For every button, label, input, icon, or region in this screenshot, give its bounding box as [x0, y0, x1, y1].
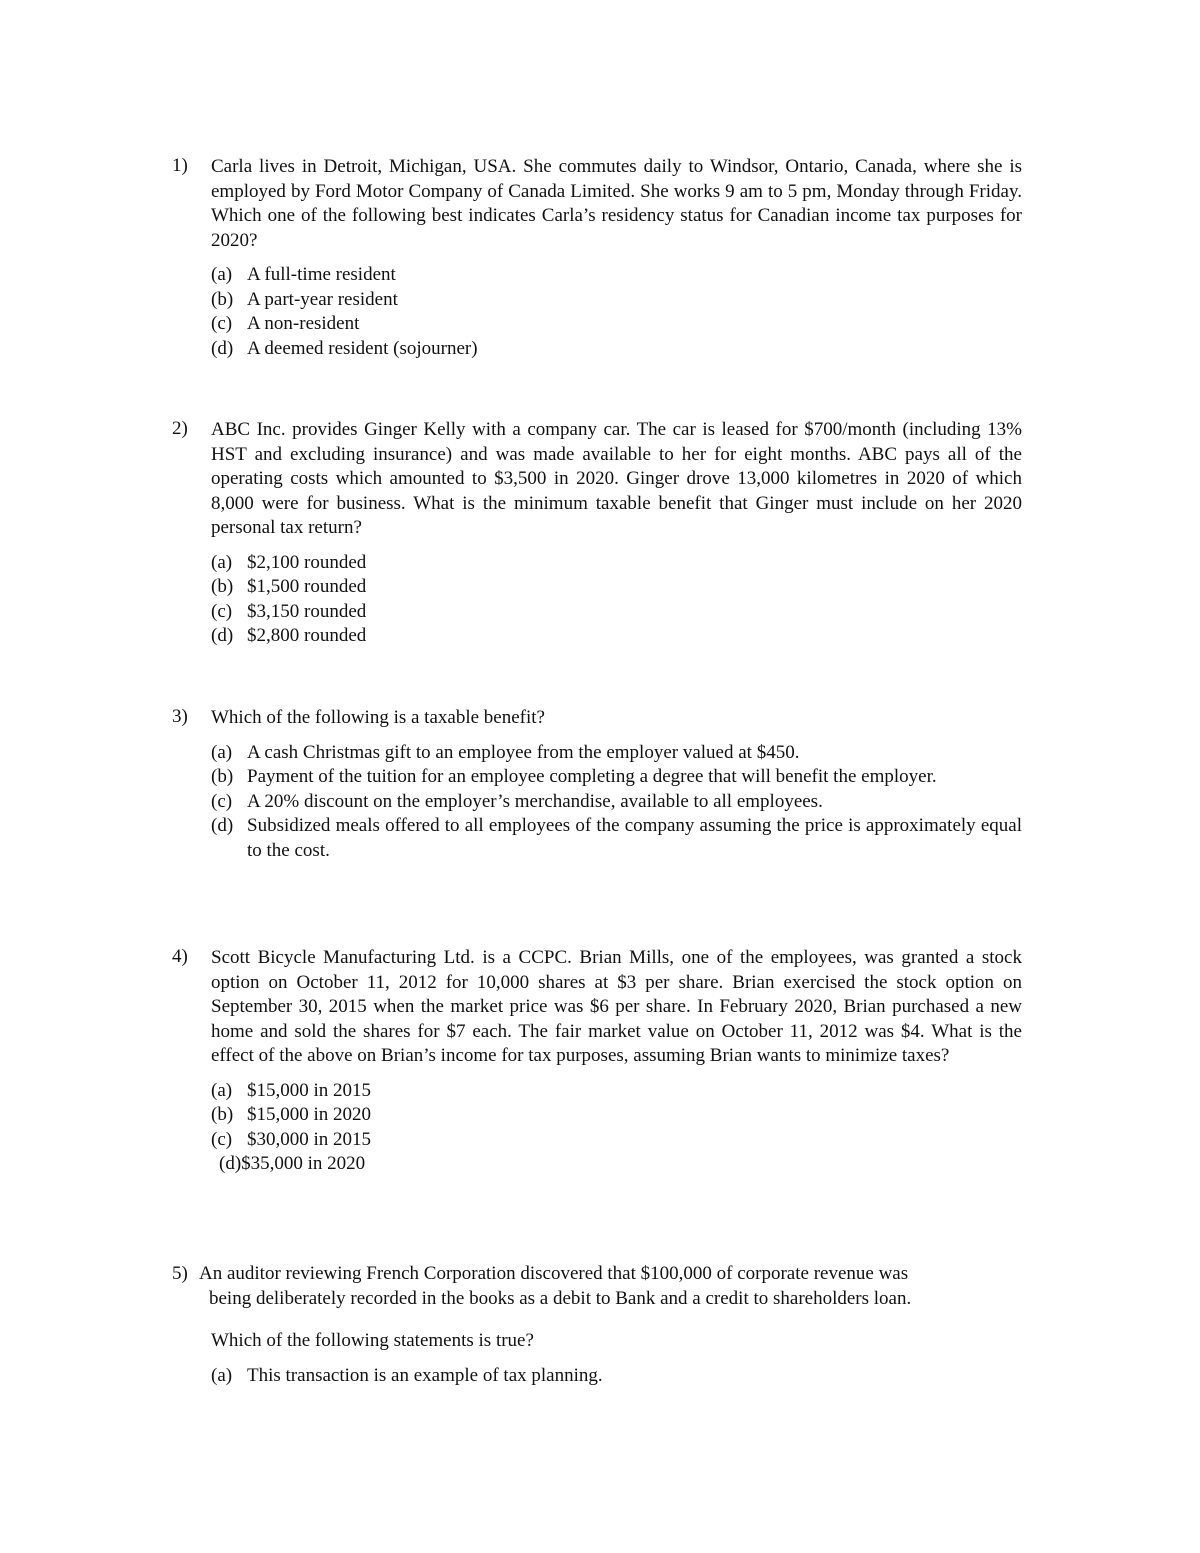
- option-b: [211, 765, 1022, 790]
- option-label: (c): [211, 600, 233, 622]
- option-label: (a): [211, 264, 233, 285]
- option-text: A full-time resident: [247, 264, 396, 285]
- options-list: [211, 1079, 1022, 1177]
- option-a: [211, 1364, 1022, 1389]
- option-label: (d): [219, 1153, 242, 1174]
- option-text: $1,500 rounded: [247, 576, 367, 597]
- question-5: [172, 1262, 1022, 1388]
- option-text: Payment of the tuition for an employee completing a degree that will benefit the employer.: [247, 766, 937, 787]
- option-label: (b): [211, 288, 234, 310]
- option-label: (c): [211, 313, 233, 334]
- option-text: $15,000 in 2020: [247, 1104, 372, 1125]
- question-2: [172, 418, 1022, 649]
- option-text: A cash Christmas gift to an employee from the employer valued at $450.: [247, 741, 800, 763]
- options-list: [211, 263, 1022, 361]
- question-prompt: Which of the following statements is true?: [211, 1330, 534, 1351]
- question-number: 4): [172, 946, 188, 967]
- option-text: Subsidized meals offered to all employees of the company assuming the price is approximately equal to the cost.: [247, 815, 1022, 861]
- option-label: (c): [211, 1128, 233, 1150]
- option-c: [211, 600, 1022, 625]
- option-label: (d): [211, 625, 234, 646]
- option-text: $2,100 rounded: [247, 551, 367, 573]
- options-list: [211, 741, 1022, 864]
- option-label: (d): [211, 337, 234, 359]
- option-text: A deemed resident (sojourner): [247, 337, 478, 359]
- option-label: (d): [211, 815, 234, 836]
- option-d: [211, 624, 1022, 649]
- option-c: [211, 312, 1022, 337]
- option-label: (a): [211, 551, 233, 573]
- options-list: [211, 1364, 1022, 1389]
- question-text: Carla lives in Detroit, Michigan, USA. She commutes daily to Windsor, Ontario, Canada, where she is employed by Ford Motor Company of Canada Limited. She works 9 am to 5 pm, Monday through Friday. Which one of the following best indicates Carla’s residency status for Canadian income tax purposes for 2020?: [211, 156, 1022, 251]
- option-label: (a): [211, 1079, 233, 1101]
- option-c: [211, 1128, 1022, 1153]
- question-text: Which of the following is a taxable benefit?: [211, 707, 545, 728]
- option-text: A part-year resident: [247, 288, 398, 310]
- option-a: [211, 1079, 1022, 1104]
- option-d: [211, 814, 1022, 863]
- option-text: A 20% discount on the employer’s merchandise, available to all employees.: [247, 790, 823, 812]
- question-text: ABC Inc. provides Ginger Kelly with a company car. The car is leased for $700/month (including 13% HST and excluding insurance) and was made available to her for eight months. ABC pays all of the operating costs which amounted to $3,500 in 2020. Ginger drove 13,000 kilometres in 2020 of which 8,000 were for business. What is the minimum taxable benefit that Ginger must include on her 2020 personal tax return?: [211, 419, 1022, 538]
- option-text: $30,000 in 2015: [247, 1128, 372, 1150]
- option-a: [211, 551, 1022, 576]
- question-text: Scott Bicycle Manufacturing Ltd. is a CCPC. Brian Mills, one of the employees, was granted a stock option on October 11, 2012 for 10,000 shares at $3 per share. Brian exercised the stock option on September 30, 2015 when the market price was $6 per share. In February 2020, Brian purchased a new home and sold the shares for $7 each. The fair market value on October 11, 2012 was $4. What is the effect of the above on Brian’s income for tax purposes, assuming Brian wants to minimize taxes?: [211, 947, 1022, 1066]
- option-label: (a): [211, 741, 233, 763]
- option-label: (a): [211, 1364, 233, 1386]
- option-b: [211, 1103, 1022, 1128]
- question-text-line-2: being deliberately recorded in the books as a debit to Bank and a credit to shareholders loan.: [209, 1287, 912, 1309]
- question-number: 3): [172, 706, 188, 727]
- option-b: [211, 575, 1022, 600]
- question-text-line-1: An auditor reviewing French Corporation discovered that $100,000 of corporate revenue was: [199, 1263, 909, 1284]
- option-label: (c): [211, 790, 233, 812]
- option-text: $15,000 in 2015: [247, 1079, 372, 1101]
- option-label: (b): [211, 576, 234, 597]
- option-label: (b): [211, 1104, 234, 1125]
- option-d: [219, 1152, 1022, 1177]
- option-a: [211, 741, 1022, 766]
- option-text: $3,150 rounded: [247, 600, 367, 622]
- question-3: [172, 706, 1022, 863]
- option-b: [211, 288, 1022, 313]
- option-text: A non-resident: [247, 313, 360, 334]
- option-text: $35,000 in 2020: [241, 1153, 366, 1174]
- option-c: [211, 790, 1022, 815]
- question-1: [172, 155, 1022, 361]
- question-number: 2): [172, 418, 188, 439]
- option-label: (b): [211, 766, 234, 787]
- option-text: $2,800 rounded: [247, 625, 367, 646]
- question-4: [172, 946, 1022, 1177]
- option-a: [211, 263, 1022, 288]
- question-number: 1): [172, 155, 188, 176]
- question-text: [172, 1262, 1022, 1287]
- option-text: This transaction is an example of tax planning.: [247, 1364, 603, 1386]
- question-number: 5): [172, 1263, 188, 1284]
- option-d: [211, 337, 1022, 362]
- options-list: [211, 551, 1022, 649]
